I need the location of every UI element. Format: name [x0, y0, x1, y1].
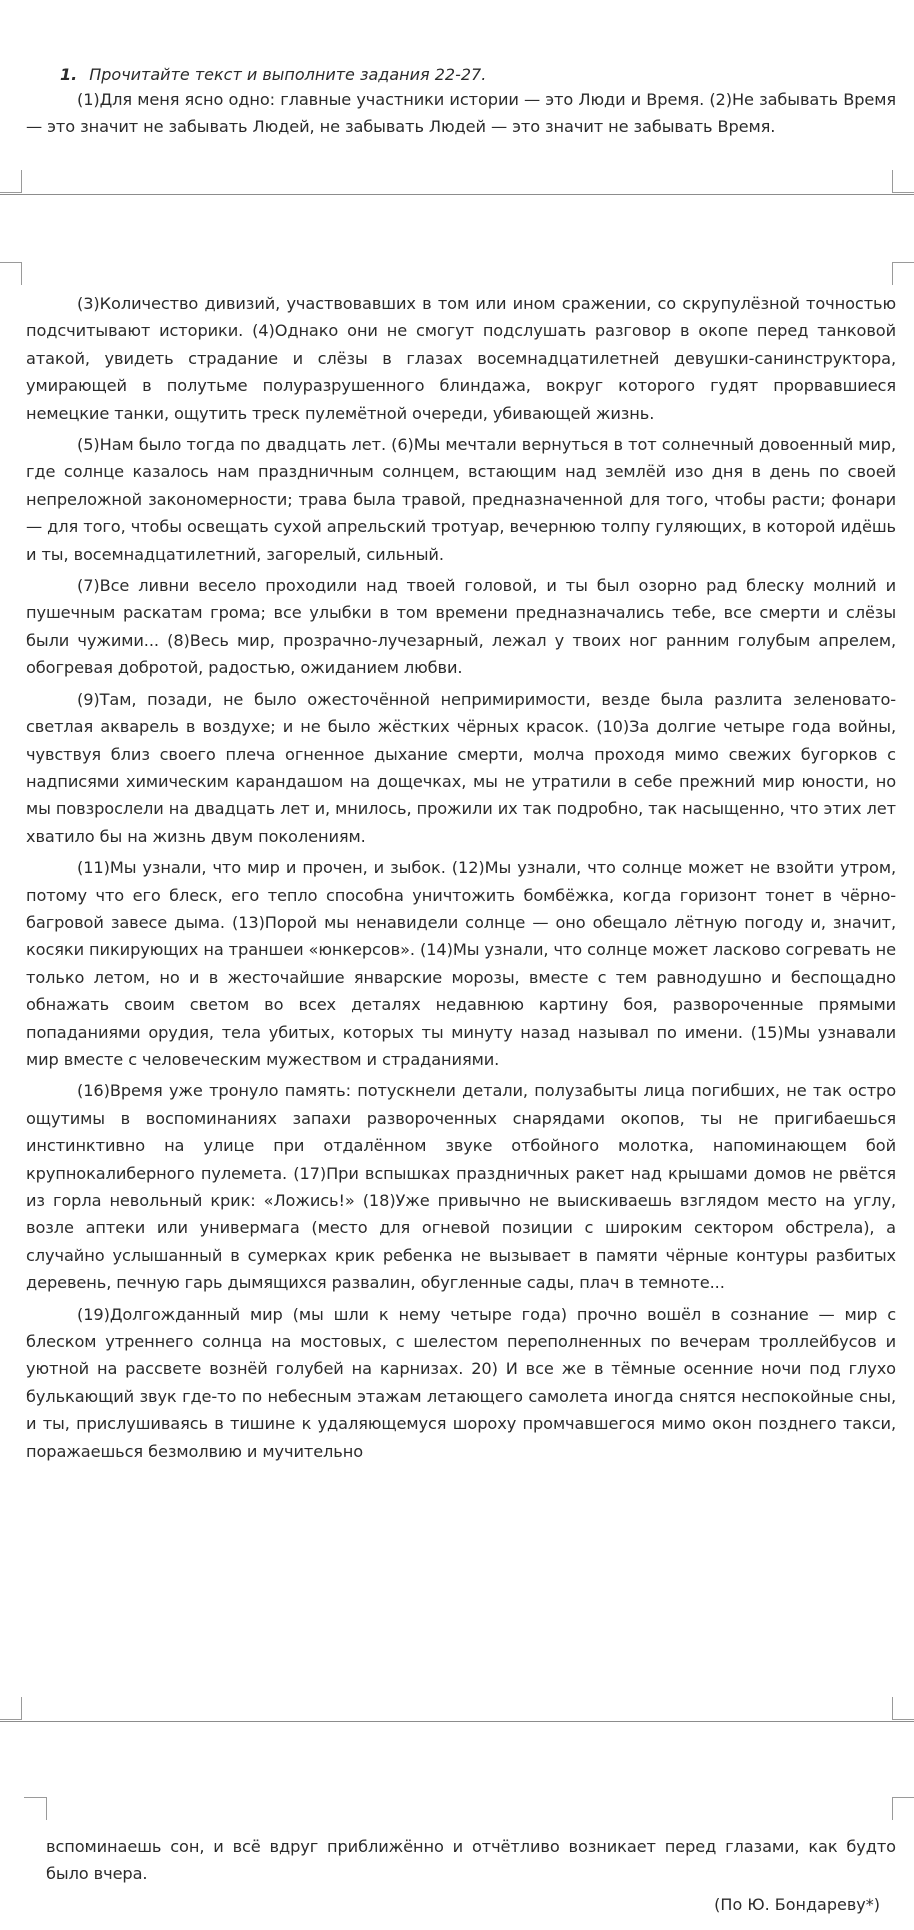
page-corner-mark — [0, 262, 22, 285]
paragraph: (19)Долгожданный мир (мы шли к нему четыре года) прочно вошёл в сознание — мир с блеском утреннего солнца на мостовых, с шелестом переполненных по вечерам троллейбусов и уютной на рассвете вознёй голубей на карнизах. 20) И все же в тёмные осенние ночи под глухо булькающий звук где-то по небесным этажам летающего самолета иногда снятся неспокойные сны, и ты, прислушиваясь в тишине к удаляющемуся шороху промчавшегося мимо окон позднего такси, поражаешься безмолвию и мучительно — [26, 1304, 896, 1461]
paragraph: (11)Мы узнали, что мир и прочен, и зыбок. (12)Мы узнали, что солнце может не взойти утром, потому что его блеск, его тепло способна уничтожить бомбёжка, когда горизонт тонет в чёрно-багровой завесе дыма. (13)Порой мы ненавидели солнце — оно обещало лётную погоду и, значит, косяки пикирующих на траншеи «юнкерсов». (14)Мы узнали, что солнце может ласково согревать не только летом, но и в жесточайшие январские морозы, вместе с тем равнодушно и беспощадно обнажать своим светом во всех деталях недавнюю картину боя, развороченные прямыми попаданиями орудия, тела убитых, которых ты минуту назад называл по имени. (15)Мы узнавали мир вместе с человеческим мужеством и страданиями. — [26, 858, 896, 1069]
page-corner-mark — [0, 170, 22, 193]
page-corner-mark — [892, 170, 914, 193]
paragraph: (5)Нам было тогда по двадцать лет. (6)Мы мечтали вернуться в тот солнечный довоенный мир, где солнце казалось нам праздничным солнцем, встающим над землёй изо дня в день по своей непреложной закономерности; трава была травой, предназначенной для того, чтобы расти; фонари — для того, чтобы освещать сухой апрельский тротуар, вечернюю толпу гуляющих, в которой идёшь и ты, восемнадцатилетний, загорелый, сильный. — [26, 435, 896, 564]
page-corner-mark — [0, 1697, 22, 1720]
task-instruction: Прочитайте текст и выполните задания 22-27. — [89, 65, 487, 84]
task-number: 1. — [60, 65, 78, 84]
paragraph: (1)Для меня ясно одно: главные участники истории — это Люди и Время. (2)Не забывать Время — это значит не забывать Людей, не забывать Людей — это значит не забывать Время. — [26, 90, 896, 137]
page-corner-mark — [24, 1797, 47, 1820]
paragraph: (16)Время уже тронуло память: потускнели детали, полузабыты лица погибших, не так остро ощутимы в воспоминаниях запахи развороченных снарядами окопов, ты не пригибаешься инстинктивно на улице при отдалённом звуке отбойного молотка, напоминающем бой крупнокалиберного пулемета. (17)При вспышках праздничных ракет над крышами домов не рвётся из горла невольный крик: «Ложись!» (18)Уже привычно не выискиваешь взглядом место на углу, возле аптеки или универмага (место для огневой позиции с широким сектором обстрела), а случайно услышанный в сумерках крик ребенка не вызывает в памяти чёрные контуры разбитых деревень, печную гарь дымящихся развалин, обугленные сады, плач в темноте... — [26, 1081, 896, 1293]
page-divider — [0, 194, 914, 195]
page-3-text — [46, 1833, 896, 1892]
page-corner-mark — [892, 262, 914, 285]
paragraph: (9)Там, позади, не было ожесточённой непримиримости, везде была разлита зеленовато-светлая акварель в воздухе; и не было жёстких чёрных красок. (10)За долгие четыре года войны, чувствуя близ своего плеча огненное дыхание смерти, молча проходя мимо свежих бугорков с надписями химическим карандашом на дощечках, мы не утратили в себе прежний мир юности, но мы повзрослели на двадцать лет и, мнилось, прожили их так подробно, так насыщенно, что этих лет хватило бы на жизнь двум поколениям. — [26, 689, 896, 846]
paragraph: (3)Количество дивизий, участвовавших в том или ином сражении, со скрупулёзной точностью подсчитывают историки. (4)Однако они не смогут подслушать разговор в окопе перед танковой атакой, увидеть страдание и слёзы в глазах восемнадцатилетней девушки-санинструктора, умирающей в полутьме полуразрушенного блиндажа, вокруг которого гудят прорвавшиеся немецкие танки, ощутить треск пулемётной очереди, убивающей жизнь. — [26, 294, 896, 423]
paragraph-continuation: вспоминаешь сон, и всё вдруг приближённо и отчётливо возникает перед глазами, как будто было вчера. — [46, 1837, 896, 1884]
source-attribution: (По Ю. Бондареву*) — [714, 1895, 880, 1914]
page-corner-mark — [892, 1797, 914, 1820]
page-divider — [0, 1721, 914, 1722]
task-heading — [60, 64, 486, 86]
page-1-text — [26, 86, 896, 145]
page-corner-mark — [892, 1697, 914, 1720]
paragraph: (7)Все ливни весело проходили над твоей головой, и ты был озорно рад блеску молний и пушечным раскатам грома; все улыбки в том времени предназначались тебе, все смерти и слёзы были чужими... (8)Весь мир, прозрачно-лучезарный, лежал у твоих ног ранним голубым апрелем, обогревая добротой, радостью, ожиданием любви. — [26, 576, 896, 678]
page-2-text — [26, 290, 896, 1469]
